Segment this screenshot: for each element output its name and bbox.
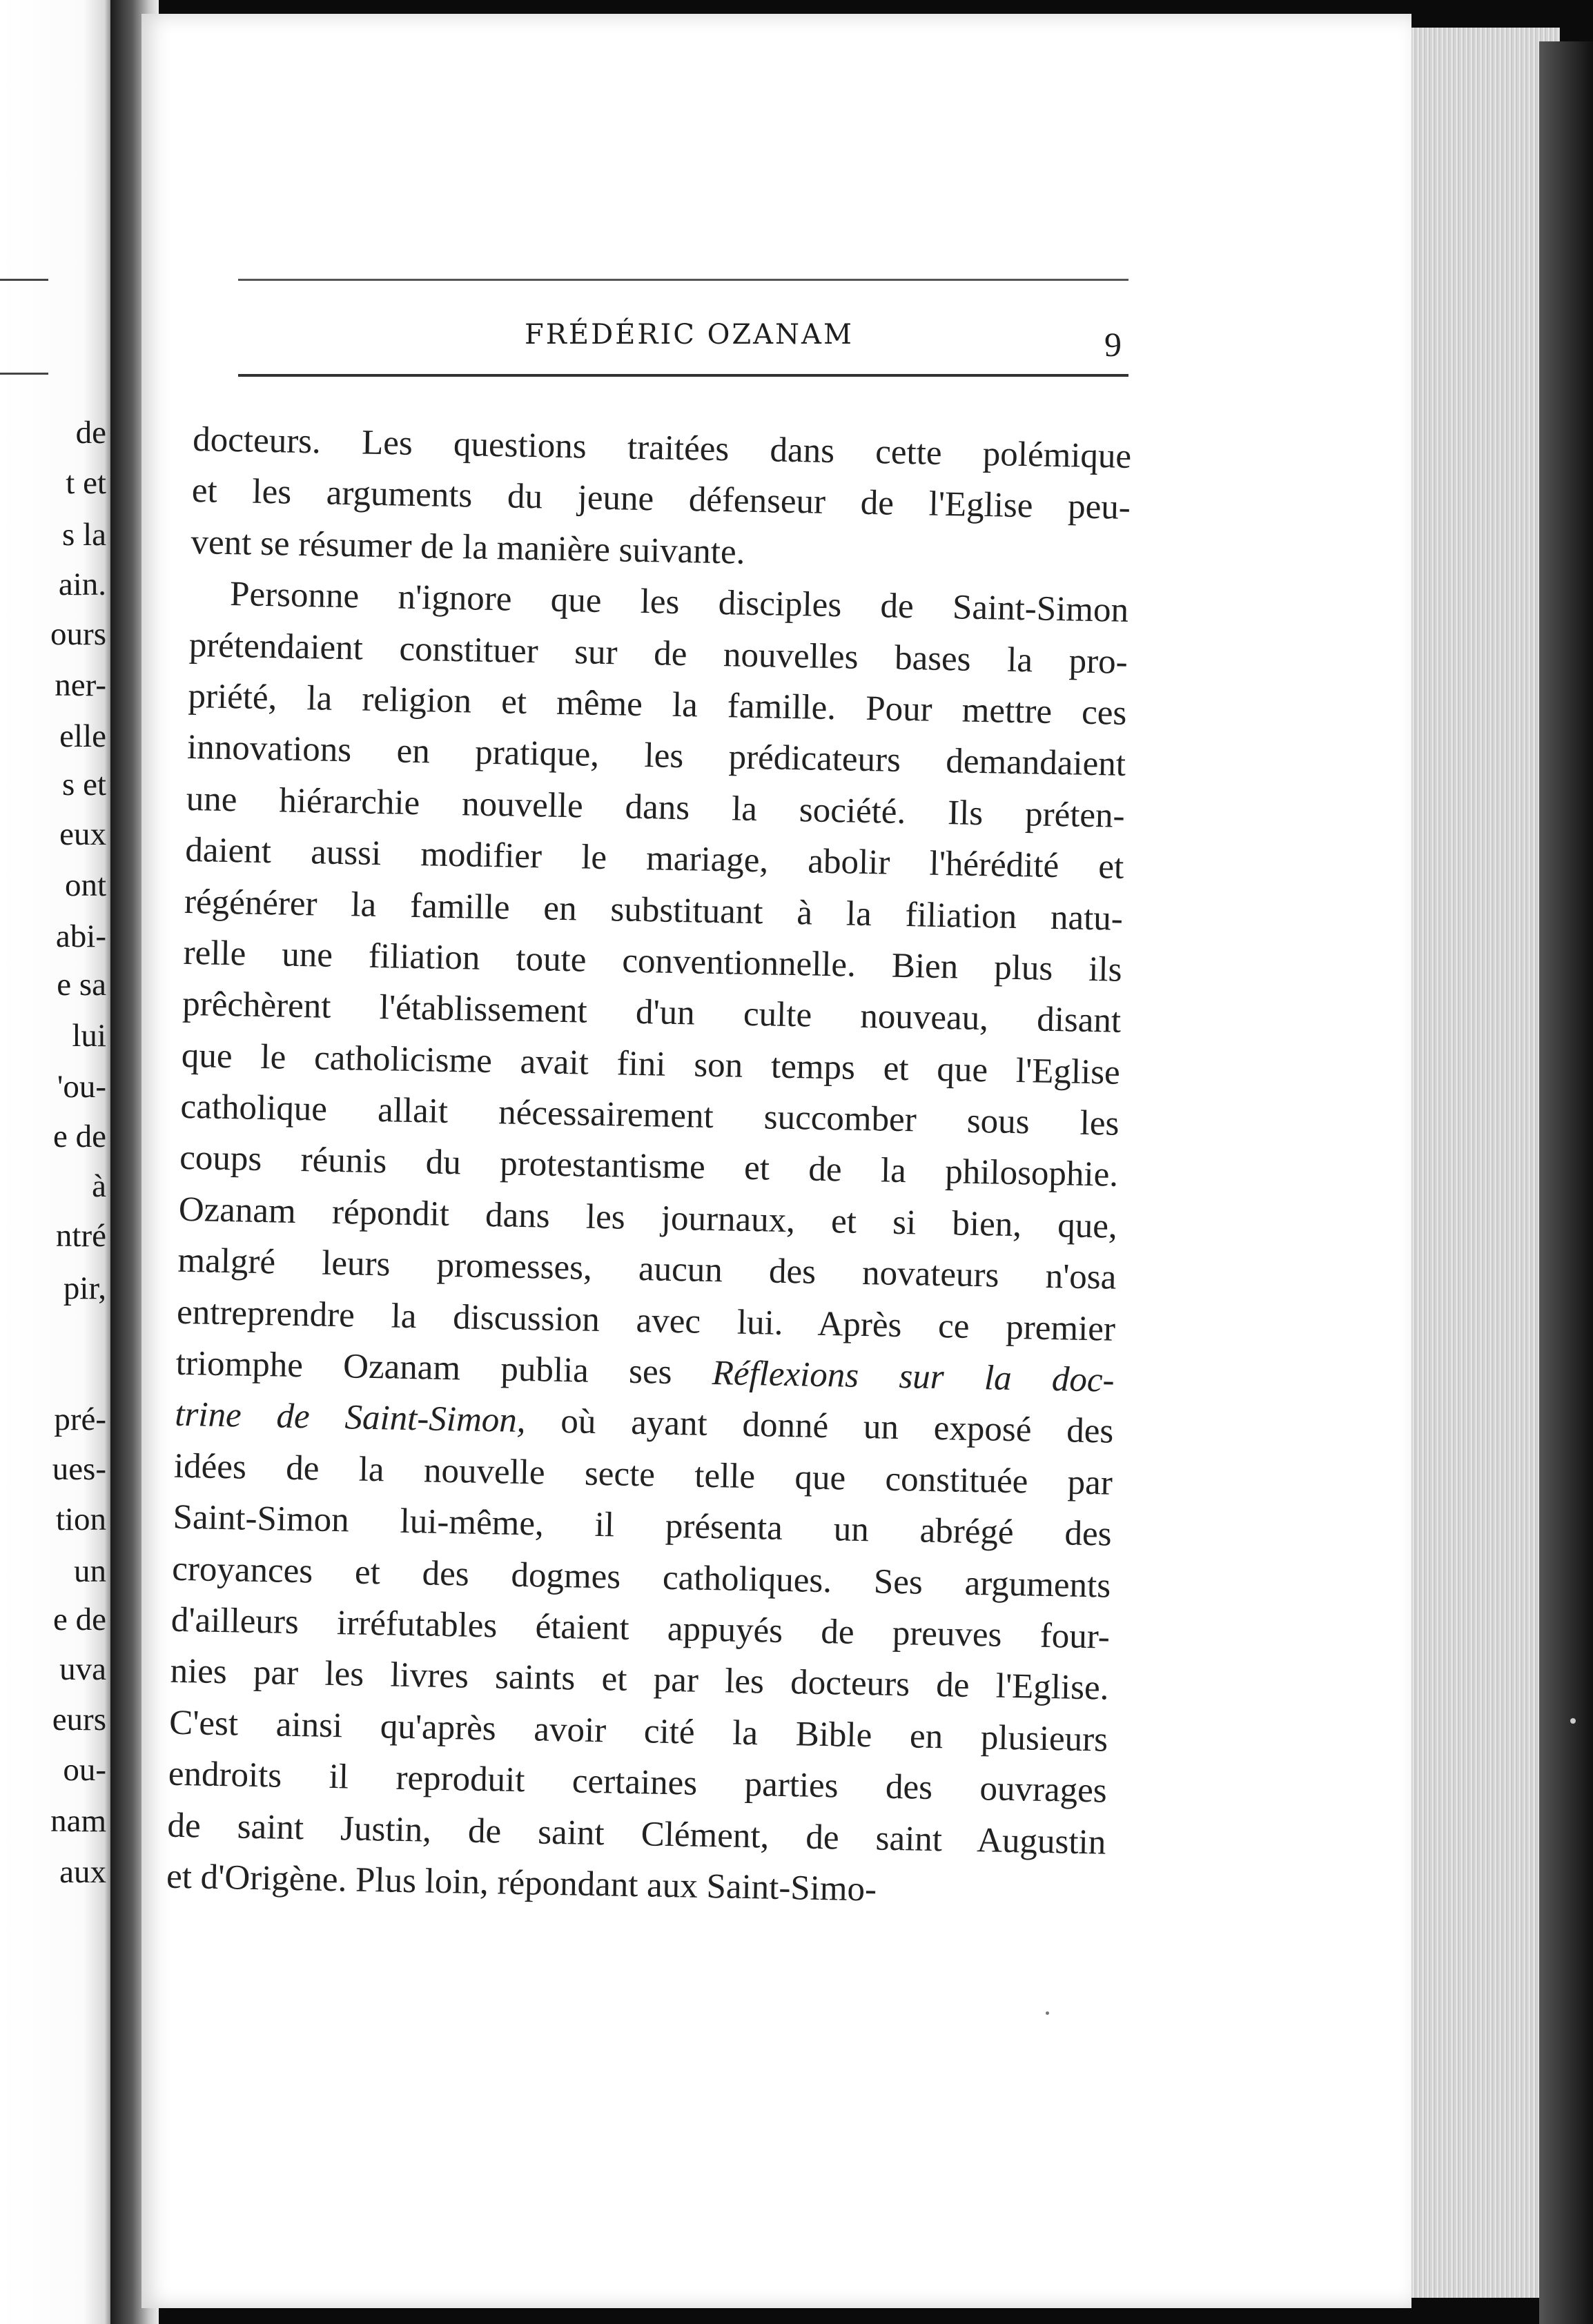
- previous-page-line-fragment: 'ou-: [57, 1069, 106, 1105]
- previous-page-line-fragment: pir,: [63, 1270, 106, 1306]
- page-edges: [1411, 28, 1560, 2298]
- previous-page-line-fragment: pré-: [54, 1401, 106, 1437]
- text-line: C'est ainsi qu'après avoir cité la Bible en plusieurs: [168, 1703, 1108, 1760]
- previous-page-line-fragment: elle: [59, 718, 106, 754]
- text-segment: où ayant donné un exposé des: [560, 1402, 1114, 1452]
- previous-page-line-fragment: ntré: [55, 1218, 106, 1254]
- text-line: endroits il reproduit certaines parties des ouvrages: [168, 1754, 1108, 1811]
- previous-page-line-fragment: t et: [66, 465, 106, 501]
- book-title-italic: trine de Saint-Simon,: [174, 1395, 527, 1441]
- previous-page-line-fragment: à: [92, 1168, 106, 1204]
- header-rule-bottom: [238, 374, 1128, 377]
- text-line: d'ailleurs irréfutables étaient appuyés de preuves four-: [170, 1600, 1111, 1657]
- paper-speck: [1046, 2011, 1049, 2015]
- previous-page-line-fragment: de: [75, 415, 106, 451]
- previous-page-line-fragment: aux: [59, 1854, 106, 1890]
- text-line: daient aussi modifier le mariage, abolir l'hérédité et: [184, 831, 1124, 887]
- text-line: priété, la religion et même la famille. Pour mettre ces: [187, 676, 1127, 733]
- text-line: Ozanam répondit dans les journaux, et si bien, que,: [178, 1190, 1118, 1246]
- text-line: relle une filiation toute conventionnelle. Bien plus ils: [183, 933, 1122, 989]
- previous-page-header-rule: [0, 373, 48, 375]
- book-title-italic: Réflexions sur la doc-: [712, 1354, 1115, 1400]
- text-line: que le catholicisme avait fini son temps et que l'Eglise: [181, 1036, 1121, 1092]
- text-line: prétendaient constituer sur de nouvelles bases la pro-: [188, 625, 1128, 682]
- previous-page-line-fragment: uva: [59, 1651, 106, 1687]
- book-cover-edge: [1539, 41, 1593, 2324]
- text-line: vent se résumer de la manière suivante.: [190, 522, 745, 572]
- paper-speck: [1570, 1718, 1576, 1724]
- previous-page-line-fragment: ours: [50, 616, 106, 652]
- previous-page: [0, 0, 119, 2324]
- text-line: nies par les livres saints et par les docteurs de l'Eglise.: [170, 1652, 1109, 1708]
- text-line: et d'Origène. Plus loin, répondant aux Saint-Simo-: [166, 1857, 877, 1909]
- previous-page-line-fragment: s et: [62, 767, 106, 802]
- text-segment: triomphe Ozanam publia ses: [175, 1343, 672, 1392]
- previous-page-line-fragment: nam: [50, 1803, 106, 1839]
- text-line: croyances et des dogmes catholiques. Ses arguments: [171, 1549, 1111, 1606]
- header-rule-top: [238, 279, 1128, 281]
- previous-page-line-fragment: ues-: [52, 1451, 106, 1487]
- previous-page-line-fragment: lui: [72, 1018, 106, 1054]
- previous-page-line-fragment: ou-: [63, 1752, 106, 1788]
- previous-page-line-fragment: s la: [62, 517, 106, 553]
- previous-page-line-fragment: e de: [53, 1119, 106, 1154]
- text-line: coups réunis du protestantisme et de la philosophie.: [179, 1139, 1119, 1195]
- previous-page-line-fragment: eux: [59, 816, 106, 852]
- paragraph-first-line: Personne n'ignore que les disciples de Saint-Simon: [229, 575, 1129, 631]
- text-line: malgré leurs promesses, aucun des novateurs n'osa: [177, 1241, 1117, 1297]
- text-line: prêchèrent l'établissement d'un culte nouveau, disant: [182, 985, 1122, 1041]
- text-line: une hiérarchie nouvelle dans la société. Ils préten-: [186, 779, 1126, 836]
- previous-page-line-fragment: tion: [55, 1501, 106, 1537]
- previous-page-line-fragment: ont: [64, 867, 106, 903]
- text-line: innovations en pratique, les prédicateurs demandaient: [186, 728, 1126, 785]
- page-number: 9: [1104, 325, 1122, 364]
- text-line: Saint-Simon lui-même, il présenta un abrégé des: [173, 1497, 1112, 1554]
- previous-page-header-rule: [0, 279, 48, 281]
- body-text: [166, 414, 1131, 1920]
- text-line: idées de la nouvelle secte telle que constituée par: [173, 1446, 1113, 1503]
- text-line: entreprendre la discussion avec lui. Après ce premier: [176, 1292, 1116, 1349]
- previous-page-line-fragment: abi-: [55, 918, 106, 954]
- text-line: et les arguments du jeune défenseur de l'Eglise peu-: [191, 471, 1131, 528]
- previous-page-line-fragment: ain.: [58, 567, 106, 602]
- previous-page-line-fragment: eurs: [52, 1702, 106, 1737]
- running-head: FRÉDÉRIC OZANAM: [525, 319, 854, 351]
- text-line: catholique allait nécessairement succomber sous les: [180, 1087, 1120, 1143]
- text-line: docteurs. Les questions traitées dans cette polémique: [192, 420, 1132, 476]
- previous-page-line-fragment: e sa: [57, 967, 106, 1003]
- previous-page-line-fragment: e de: [53, 1602, 106, 1637]
- text-line: régénérer la famille en substituant à la filiation natu-: [184, 882, 1124, 938]
- text-line: de saint Justin, de saint Clément, de saint Augustin: [167, 1806, 1106, 1862]
- previous-page-line-fragment: ner-: [55, 667, 106, 703]
- previous-page-line-fragment: un: [74, 1553, 106, 1589]
